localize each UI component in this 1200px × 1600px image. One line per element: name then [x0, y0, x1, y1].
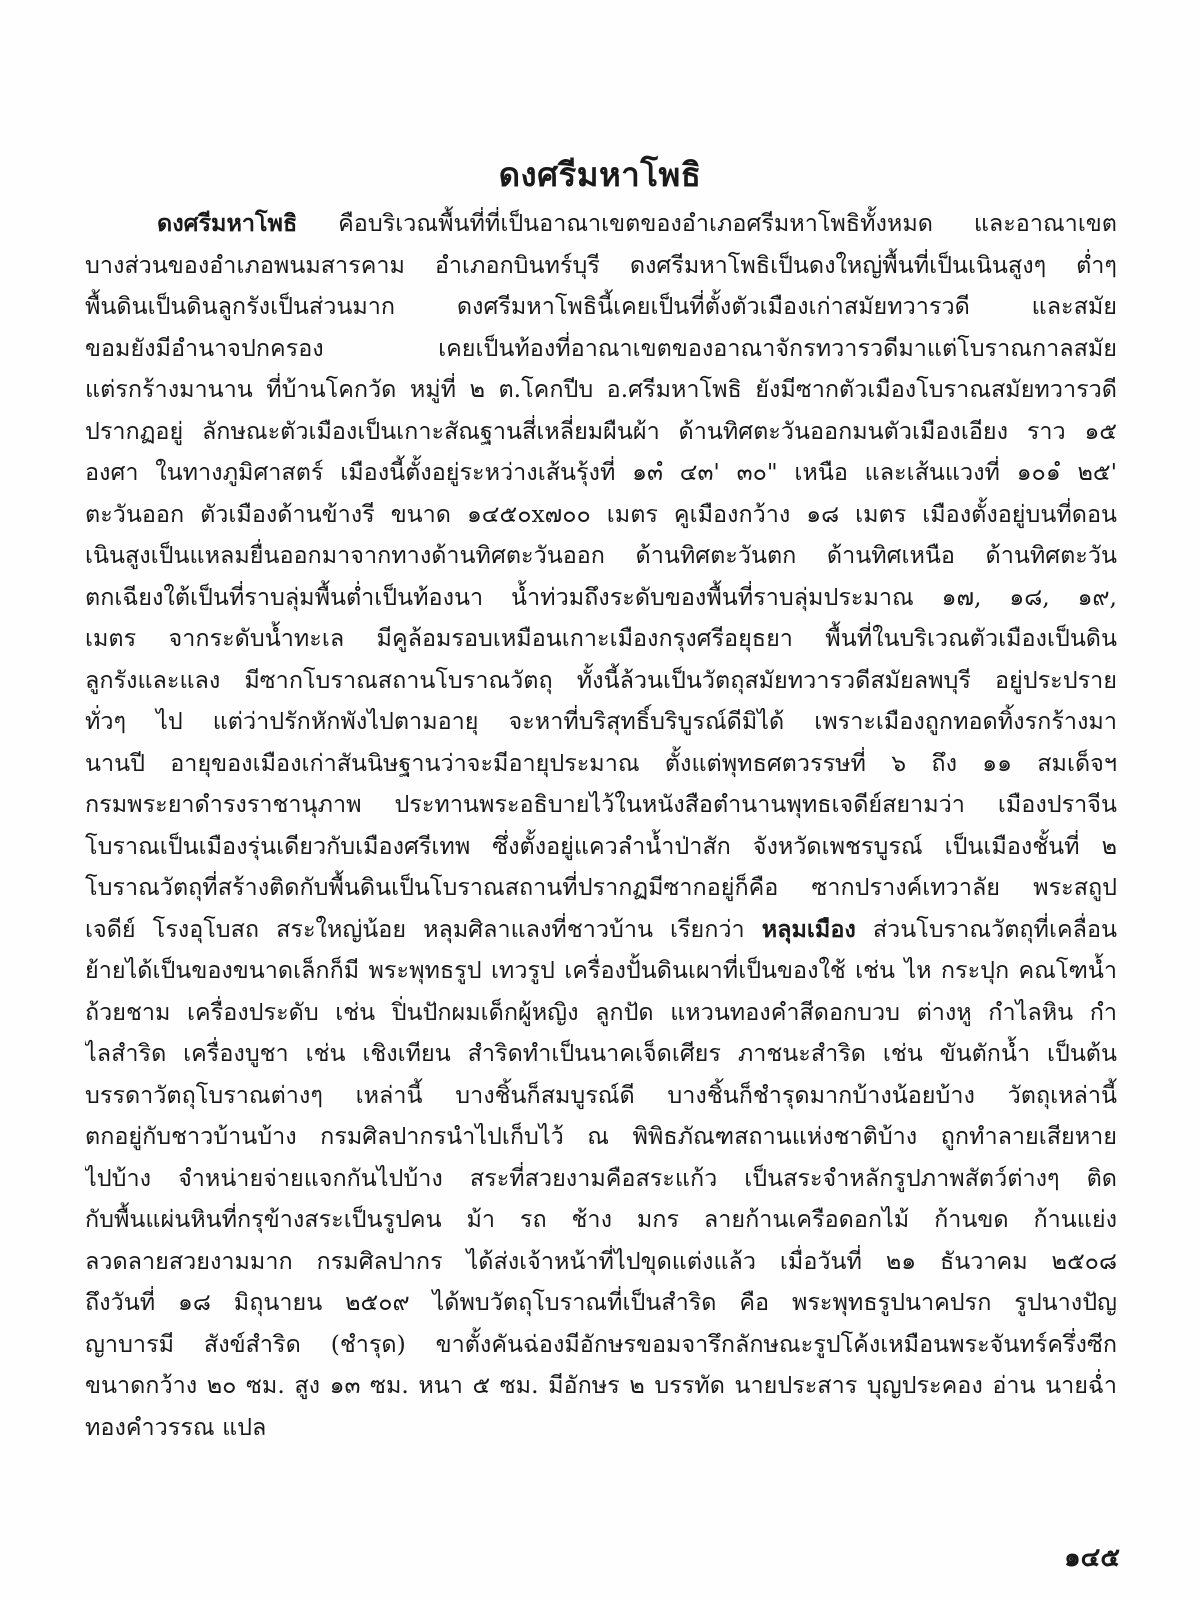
text-line: ลวดลายสวยงามมาก กรมศิลปากร ได้ส่งเจ้าหน้าที่ไปขุดแต่งแล้ว เมื่อวันที่ ๒๑ ธันวาคม ๒๕๐๘ [85, 1246, 1117, 1275]
text-line: ญาบารมี สังข์สำริด (ชำรุด) ขาตั้งคันฉ่องมีอักษรขอมจารึกลักษณะรูปโค้งเหมือนพระจันทร์ครึ่งซีก [85, 1329, 1117, 1358]
line-text: คือบริเวณพื้นที่ที่เป็นอาณาเขตของอำเภอศรีมหาโพธิทั้งหมด และอาณาเขต [297, 209, 1117, 237]
text-line: ลูกรังและแลง มีซากโบราณสถานโบราณวัตถุ ทั้งนี้ล้วนเป็นวัตถุสมัยทวารวดีสมัยลพบุรี อยู่ประปราย [85, 665, 1117, 694]
text-line: กับพื้นแผ่นหินที่กรุข้างสระเป็นรูปคน ม้า รถ ช้าง มกร ลายก้านเครือดอกไม้ ก้านขด ก้านแย่ง [85, 1205, 1117, 1233]
text-line: เมตร จากระดับน้ำทะเล มีคูล้อมรอบเหมือนเกาะเมืองกรุงศรีอยุธยา พื้นที่ในบริเวณตัวเมืองเป็นดิน [85, 624, 1117, 652]
text-line: ตกเฉียงใต้เป็นที่ราบลุ่มพื้นต่ำเป็นท้องนา น้ำท่วมถึงระดับของพื้นที่ราบลุ่มประมาณ ๑๗, ๑๘, ๑๙, [85, 582, 1117, 611]
lead-term: ดงศรีมหาโพธิ [157, 209, 298, 237]
text-line: นานปี อายุของเมืองเก่าสันนิษฐานว่าจะมีอายุประมาณ ตั้งแต่พุทธศตวรรษที่ ๖ ถึง ๑๑ สมเด็จฯ [85, 748, 1117, 777]
text-line: ขอมยังมีอำนาจปกครอง เคยเป็นท้องที่อาณาเขตของอาณาจักรทวารวดีมาแต่โบราณกาลสมัย [85, 333, 1117, 362]
text-line: ถึงวันที่ ๑๘ มิถุนายน ๒๕๐๙ ได้พบวัตถุโบราณที่เป็นสำริด คือ พระพุทธรูปนาคปรก รูปนางปัญ [85, 1288, 1117, 1316]
bold-term: หลุมเมือง [761, 914, 856, 943]
text-line: ไลสำริด เครื่องบูชา เช่น เชิงเทียน สำริดทำเป็นนาคเจ็ดเศียร ภาชนะสำริด เช่น ขันตักน้ำ เป็นต้น [85, 1039, 1117, 1067]
text-line: ตะวันออก ตัวเมืองด้านข้างรี ขนาด ๑๔๕๐x๗๐๐ เมตร คูเมืองกว้าง ๑๘ เมตร เมืองตั้งอยู่บนที่ดอน [85, 499, 1117, 528]
line-text: เจดีย์ โรงอุโบสถ สระใหญ่น้อย หลุมศิลาแลงที่ชาวบ้าน เรียกว่า [85, 914, 762, 943]
page-number: ๑๔๕ [1064, 1543, 1120, 1573]
text-line: ตกอยู่กับชาวบ้านบ้าง กรมศิลปากรนำไปเก็บไว้ ณ พิพิธภัณฑสถานแห่งชาติบ้าง ถูกทำลายเสียหาย [85, 1122, 1117, 1150]
text-line: เนินสูงเป็นแหลมยื่นออกมาจากทางด้านทิศตะวันออก ด้านทิศตะวันตก ด้านทิศเหนือ ด้านทิศตะวัน [85, 541, 1117, 569]
text-line: แต่รกร้างมานาน ที่บ้านโคกวัด หมู่ที่ ๒ ต.โคกปีบ อ.ศรีมหาโพธิ ยังมีซากตัวเมืองโบราณสมัยทวารวดี [85, 375, 1117, 403]
text-line: ทั่วๆ ไป แต่ว่าปรักหักพังไปตามอายุ จะหาที่บริสุทธิ์บริบูรณ์ดีมิได้ เพราะเมืองถูกทอดทิ้งรกร้างมา [85, 707, 1117, 735]
text-line: ย้ายได้เป็นของขนาดเล็กก็มี พระพุทธรูป เทวรูป เครื่องปั้นดินเผาที่เป็นของใช้ เช่น ไห กระปุก คณโฑน้ำ [85, 956, 1117, 984]
body-text [85, 203, 1117, 1448]
text-line: ถ้วยชาม เครื่องประดับ เช่น ปิ่นปักผมเด็กผู้หญิง ลูกปัด แหวนทองคำสีดอกบวบ ต่างหู กำไลหิน กำ [85, 997, 1117, 1026]
text-line: ทองคำวรรณ แปล [85, 1412, 267, 1441]
text-line: ปรากฏอยู่ ลักษณะตัวเมืองเป็นเกาะสัณฐานสี่เหลี่ยมผืนผ้า ด้านทิศตะวันออกมนตัวเมืองเอียง ราว ๑๕ [85, 416, 1117, 445]
text-line: โบราณวัตถุที่สร้างติดกับพื้นดินเป็นโบราณสถานที่ปรากฏมีซากอยู่ก็คือ ซากปรางค์เทวาลัย พระสถูป [85, 873, 1117, 901]
text-line: โบราณเป็นเมืองรุ่นเดียวกับเมืองศรีเทพ ซึ่งตั้งอยู่แควลำน้ำป่าสัก จังหวัดเพชรบูรณ์ เป็นเมืองชั้นที่ ๒ [85, 831, 1117, 860]
text-line: ไปบ้าง จำหน่ายจ่ายแจกกันไปบ้าง สระที่สวยงามคือสระแก้ว เป็นสระจำหลักรูปภาพสัตว์ต่างๆ ติด [85, 1163, 1117, 1192]
text-line: ขนาดกว้าง ๒๐ ซม. สูง ๑๓ ซม. หนา ๕ ซม. มีอักษร ๒ บรรทัด นายประสาร บุญประคอง อ่าน นายฉ่ำ [85, 1371, 1117, 1399]
text-line: กรมพระยาดำรงราชานุภาพ ประทานพระอธิบายไว้ในหนังสือตำนานพุทธเจดีย์สยามว่า เมืองปราจีน [85, 790, 1117, 818]
text-line: พื้นดินเป็นดินลูกรังเป็นส่วนมาก ดงศรีมหาโพธินี้เคยเป็นที่ตั้งตัวเมืองเก่าสมัยทวารวดี และสมัย [85, 292, 1117, 320]
text-line: องศา ในทางภูมิศาสตร์ เมืองนี้ตั้งอยู่ระหว่างเส้นรุ้งที่ ๑๓ํ ๔๓' ๓๐" เหนือ และเส้นแวงที่ ๑๐๑ํ ๒๕' [85, 458, 1117, 486]
line-text: ส่วนโบราณวัตถุที่เคลื่อน [855, 914, 1117, 943]
text-line: บรรดาวัตถุโบราณต่างๆ เหล่านี้ บางชิ้นก็สมบูรณ์ดี บางชิ้นก็ชำรุดมากบ้างน้อยบ้าง วัตถุเหล่านี้ [85, 1080, 1117, 1109]
text-line [85, 203, 1117, 245]
text-line: บางส่วนของอำเภอพนมสารคาม อำเภอกบินทร์บุรี ดงศรีมหาโพธิเป็นดงใหญ่พื้นที่เป็นเนินสูงๆ ต่ำๆ [85, 250, 1117, 279]
text-line [85, 909, 1117, 951]
page-title: ดงศรีมหาโพธิ [498, 155, 702, 194]
